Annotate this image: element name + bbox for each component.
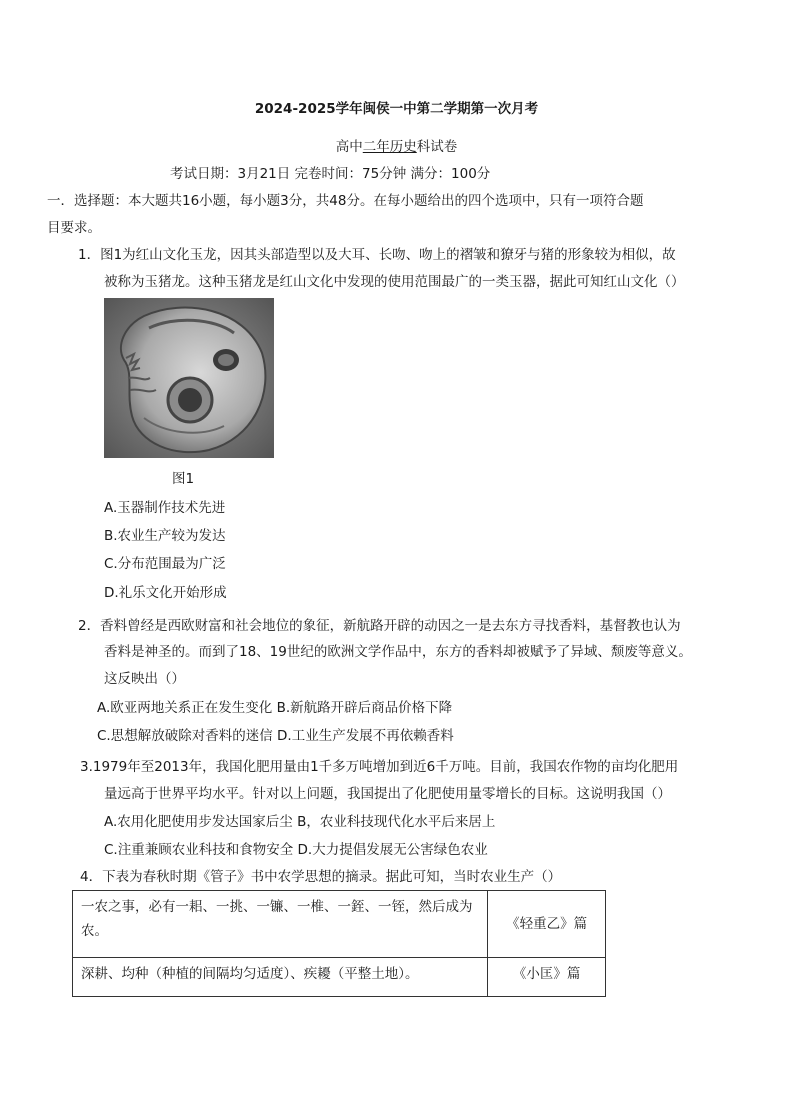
q1-stem-line1: 1．图1为红山文化玉龙，因其头部造型以及大耳、长吻、吻上的褶皱和獠牙与猪的形象较为相似，故 <box>78 247 676 263</box>
q4-stem: 4．下表为春秋时期《管子》书中农学思想的摘录。据此可知，当时农业生产（） <box>80 869 562 885</box>
q2-stem-line2: 香料是神圣的。而到了18、19世纪的欧洲文学作品中，东方的香料却被赋予了异域、颓废等意义。 <box>104 644 692 660</box>
table-cell-excerpt: 一农之事，必有一耜、一挑、一镰、一椎、一銍、一铚，然后成为农。 <box>73 891 488 958</box>
jade-dragon-image <box>104 298 274 458</box>
q2-stem-line3: 这反映出（） <box>104 671 185 687</box>
table-cell-source: 《轻重乙》篇 <box>488 891 606 958</box>
q1-option-c: C.分布范围最为广泛 <box>104 556 226 572</box>
subtitle-prefix: 高中 <box>335 139 363 155</box>
agriculture-excerpt-table <box>72 890 606 997</box>
q1-option-b: B.农业生产较为发达 <box>104 528 226 544</box>
q1-option-d: D.礼乐文化开始形成 <box>104 585 227 601</box>
q3-options-cd: C.注重兼顾农业科技和食物安全 D.大力提倡发展无公害绿色农业 <box>104 842 488 858</box>
q1-option-a: A.玉器制作技术先进 <box>104 500 226 516</box>
q3-stem-line1: 3.1979年至2013年，我国化肥用量由1千多万吨增加到近6千万吨。目前，我国农作物的亩均化肥用 <box>80 759 679 775</box>
subtitle-suffix: 科试卷 <box>416 139 458 155</box>
exam-title: 2024-2025学年闽侯一中第二学期第一次月考 <box>254 101 539 117</box>
subtitle-subject: 二年历史 <box>362 139 417 155</box>
exam-subtitle <box>0 135 793 155</box>
table-cell-source: 《小匡》篇 <box>488 958 606 997</box>
figure-caption: 图1 <box>172 471 195 487</box>
section-instructions-line1: 一．选择题：本大题共16小题，每小题3分，共48分。在每小题给出的四个选项中，只有一项符合题 <box>47 193 644 209</box>
exam-meta: 考试日期：3月21日 完卷时间：75分钟 满分：100分 <box>170 166 491 182</box>
q1-stem-line2: 被称为玉猪龙。这种玉猪龙是红山文化中发现的使用范围最广的一类玉器，据此可知红山文化（） <box>104 274 685 290</box>
q3-stem-line2: 量远高于世界平均水平。针对以上问题，我国提出了化肥使用量零增长的目标。这说明我国（） <box>104 786 671 802</box>
table-row <box>73 891 606 958</box>
q2-stem-line1: 2．香料曾经是西欧财富和社会地位的象征，新航路开辟的动因之一是去东方寻找香料，基督教也认为 <box>78 618 681 634</box>
table-cell-excerpt: 深耕、均种（种植的间隔均匀适度）、疾耰（平整土地）。 <box>73 958 488 997</box>
table-row <box>73 958 606 997</box>
q2-options-cd: C.思想解放破除对香料的迷信 D.工业生产发展不再依赖香料 <box>97 728 454 744</box>
q2-options-ab: A.欧亚两地关系正在发生变化 B.新航路开辟后商品价格下降 <box>97 700 453 716</box>
section-instructions-line2: 目要求。 <box>47 220 101 236</box>
q3-options-ab: A.农用化肥使用步发达国家后尘 B，农业科技现代化水平后来居上 <box>104 814 496 830</box>
